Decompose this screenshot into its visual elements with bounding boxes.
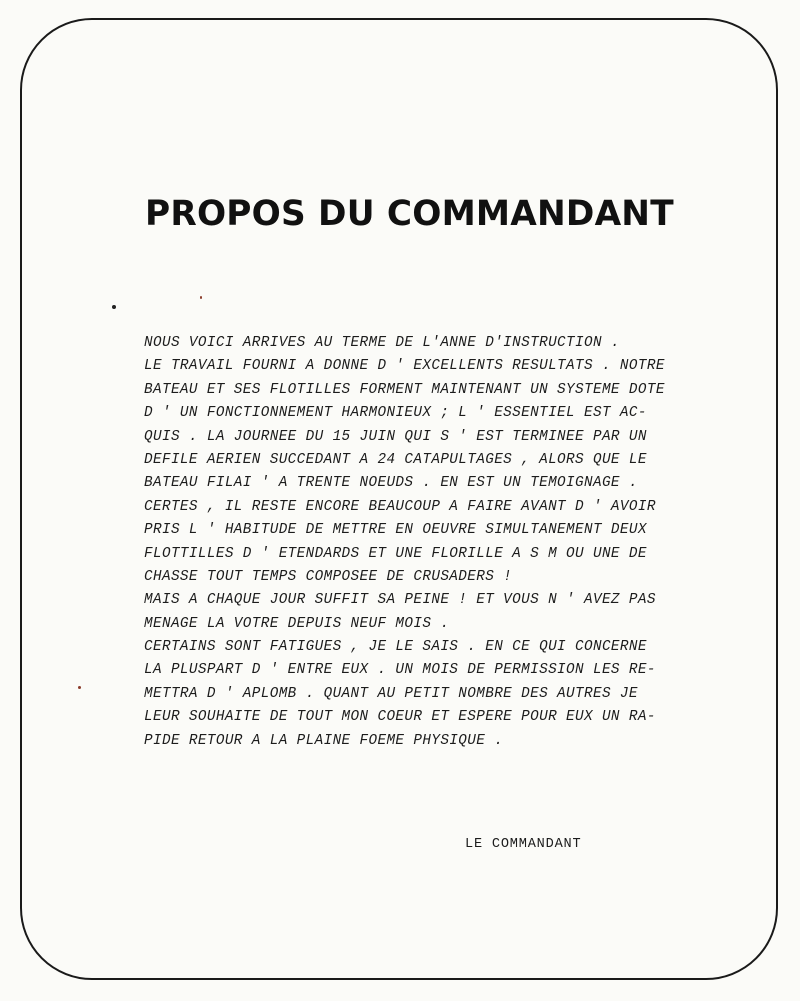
commander-message [144, 332, 684, 753]
text-line: PRIS L ' HABITUDE DE METTRE EN OEUVRE SIMULTANEMENT DEUX [144, 522, 647, 539]
ink-speck [112, 305, 116, 309]
text-line: MENAGE LA VOTRE DEPUIS NEUF MOIS . [144, 615, 450, 632]
text-line: PIDE RETOUR A LA PLAINE FOEME PHYSIQUE . [144, 732, 504, 749]
text-line: MAIS A CHAQUE JOUR SUFFIT SA PEINE ! ET VOUS N ' AVEZ PAS [144, 592, 656, 609]
page-title: PROPOS DU COMMANDANT [145, 194, 674, 234]
text-line: LA PLUSPART D ' ENTRE EUX . UN MOIS DE PERMISSION LES RE- [144, 662, 656, 679]
text-line: D ' UN FONCTIONNEMENT HARMONIEUX ; L ' ESSENTIEL EST AC- [144, 405, 647, 422]
text-line: METTRA D ' APLOMB . QUANT AU PETIT NOMBRE DES AUTRES JE [144, 685, 638, 702]
text-line: LE TRAVAIL FOURNI A DONNE D ' EXCELLENTS RESULTATS . NOTRE [144, 358, 665, 375]
text-line: LEUR SOUHAITE DE TOUT MON COEUR ET ESPERE POUR EUX UN RA- [144, 709, 656, 726]
text-line: QUIS . LA JOURNEE DU 15 JUIN QUI S ' EST TERMINEE PAR UN [144, 428, 647, 445]
text-line: CERTAINS SONT FATIGUES , JE LE SAIS . EN CE QUI CONCERNE [144, 639, 647, 656]
ink-speck [200, 296, 202, 299]
text-line: BATEAU ET SES FLOTILLES FORMENT MAINTENANT UN SYSTEME DOTE [144, 381, 665, 398]
text-line: FLOTTILLES D ' ETENDARDS ET UNE FLORILLE A S M OU UNE DE [144, 545, 647, 562]
text-line: CERTES , IL RESTE ENCORE BEAUCOUP A FAIRE AVANT D ' AVOIR [144, 498, 656, 515]
text-line: NOUS VOICI ARRIVES AU TERME DE L'ANNE D'INSTRUCTION . [144, 335, 620, 351]
text-line: CHASSE TOUT TEMPS COMPOSEE DE CRUSADERS ! [144, 568, 513, 585]
signature: LE COMMANDANT [465, 837, 582, 852]
text-line: DEFILE AERIEN SUCCEDANT A 24 CATAPULTAGES , ALORS QUE LE [144, 451, 647, 468]
text-line: BATEAU FILAI ' A TRENTE NOEUDS . EN EST UN TEMOIGNAGE . [144, 475, 638, 492]
ink-speck [78, 686, 81, 689]
